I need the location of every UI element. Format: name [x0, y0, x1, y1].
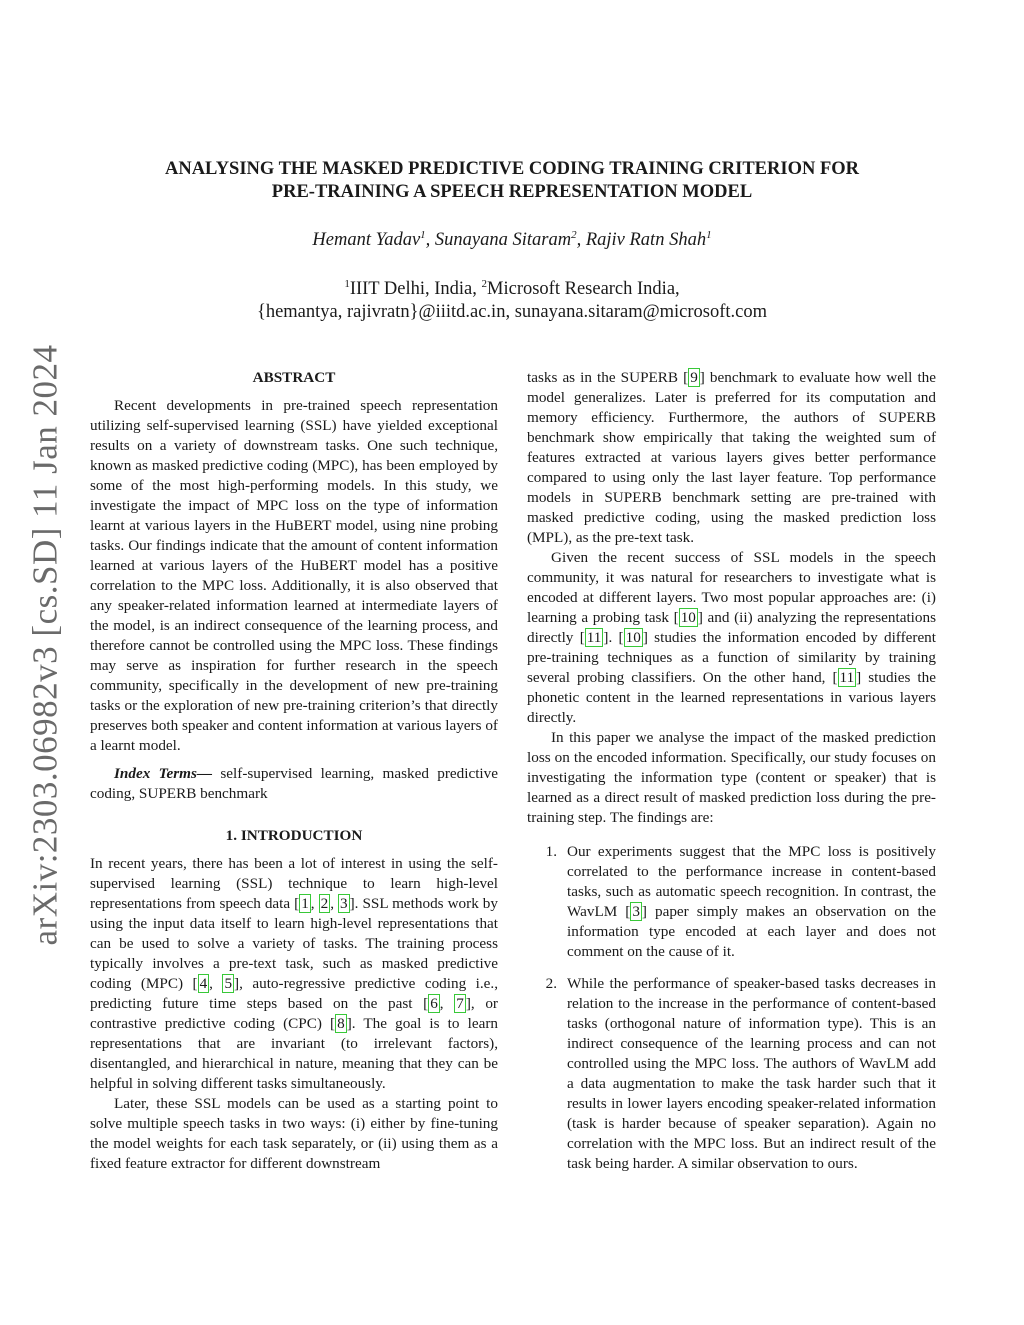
citation-link[interactable]: 6 [430, 995, 438, 1012]
citation-link[interactable]: 5 [224, 975, 233, 992]
citation-link[interactable]: 2 [320, 895, 329, 912]
text-run: ], auto-regressive predictive coding i.e., predicting future time steps based on the past [ [90, 975, 498, 1012]
text-run: ] paper simply makes an observation on the information type encoded at each layer and does not comment on the cause of it. [567, 903, 936, 960]
findings-list [527, 842, 936, 1174]
text-run: ]. The goal is to learn representations that are invariant (to irrelevant factors), disentangled, and hierarchical in nature, meaning that they can be helpful in solving different tasks simultaneously. [90, 1015, 498, 1092]
intro-paragraph-3 [527, 368, 936, 548]
text-run: ] studies the phonetic content in the learned representations in various layers directly. [527, 669, 936, 726]
intro-paragraph-2: Later, these SSL models can be used as a starting point to solve multiple speech tasks in two ways: (i) either by fine-tuning the model weights for each task separately, or (ii) using them as a fixed feature extractor for different downstream [90, 1095, 498, 1172]
citation-link[interactable]: 11 [586, 629, 602, 646]
index-terms-text: self-supervised learning, masked predictive coding, SUPERB benchmark [90, 765, 498, 802]
author-name: Sunayana Sitaram [434, 230, 572, 250]
intro-paragraph-4 [527, 548, 936, 728]
list-item-text: While the performance of speaker-based tasks decreases in relation to the increase in the performance of content-based tasks (orthogonal nature of information type). This is an indirect consequence of the learning process and can not controlled using the MPC loss. The authors of WavLM add a data augmentation to make the task harder such that it results in lower layers encoding speaker-related information (task is harder because of speaker separation). Again no correlation with the MPC loss. But an indirect result of the task being harder. A similar observation to ours. [567, 975, 936, 1172]
intro-heading: 1. INTRODUCTION [225, 827, 363, 844]
arxiv-identifier: arXiv:2303.06982v3 [cs.SD] 11 Jan 2024 [25, 344, 65, 946]
right-column [527, 368, 936, 1186]
author-separator: , [425, 230, 435, 250]
text-run: ] benchmark to evaluate how well the model generalizes. Later is preferred for its computation and memory efficiency. Furthermore, the authors of SUPERB benchmark show empirically that taking the weighted sum of features extracted at various layers gives better performance compared to using only the last layer feature. Top performance models in SUPERB benchmark setting are pre-trained with masked predictive coding, using the masked prediction loss (MPL), as the pre-text task. [527, 369, 936, 546]
author-name: Hemant Yadav [312, 230, 421, 250]
text-run: ] and (ii) analyzing the representations directly [ [527, 609, 936, 646]
text-run: ]. SSL methods work by using the input data itself to learn high-level representations that can be used to solve a variety of tasks. The training process typically involves a pre-text task, such as masked predictive coding (MPC) [ [90, 895, 498, 992]
affiliation-line [100, 278, 924, 301]
text-run: Given the recent success of SSL models in the speech community, it was natural for researchers to investigate what is encoded at different layers. Two most popular approaches are: (i) learning a probing task [ [527, 549, 936, 626]
citation-link[interactable]: 1 [301, 895, 309, 912]
paper-title [100, 158, 924, 204]
author-emails: {hemantya, rajivratn}@iiitd.ac.in, sunayana.sitaram@microsoft.com [256, 302, 768, 322]
author-affil-sup: 1 [706, 228, 712, 241]
title-line-2: PRE-TRAINING A SPEECH REPRESENTATION MODEL [271, 182, 753, 202]
affiliations [100, 278, 924, 324]
intro-paragraph-5: In this paper we analyse the impact of the masked prediction loss on the encoded information. Specifically, our study focuses on investigating the information type (content or speaker) that is learned as a direct result of masked prediction loss during the pre-training step. The findings are: [527, 729, 936, 826]
affil-sup-2: 2 [481, 277, 488, 290]
abstract-heading: ABSTRACT [252, 369, 336, 386]
author-name: Rajiv Ratn Shah [585, 230, 707, 250]
index-terms [90, 764, 498, 804]
title-line-1: ANALYSING THE MASKED PREDICTIVE CODING TRAINING CRITERION FOR [164, 159, 860, 179]
text-run: tasks as in the SUPERB [ [527, 369, 689, 386]
affil-org-1: IIIT Delhi, India, [349, 279, 482, 299]
text-run: ], or contrastive predictive coding (CPC) [ [90, 995, 498, 1032]
text-run: In recent years, there has been a lot of interest in using the self-supervised learning (SSL) technique to learn high-level representations from speech data [ [90, 855, 498, 912]
citation-link[interactable]: 11 [839, 669, 855, 686]
citation-link[interactable]: 3 [632, 903, 640, 920]
affil-org-2: Microsoft Research India, [487, 279, 680, 299]
abstract-text: Recent developments in pre-trained speech representation utilizing self-supervised learning (SSL) have yielded exceptional results on a variety of downstream tasks. One such technique, known as masked predictive coding (MPC), has been employed by some of the most high-performing models. In this study, we investigate the impact of MPC loss on the type of information learnt at various layers in the HuBERT model, using nine probing tasks. Our findings indicate that the amount of content information learned at various layers of the HuBERT model has a positive correlation to the MPC loss. Additionally, it is also observed that any speaker-related information learned at intermediate layers of the model, is an indirect consequence of the learning process, and therefore cannot be controlled using the MPC loss. These findings may serve as inspiration for further research in the speech community, specifically in the development of new pre-training tasks or the exploration of new pre-training criterion’s that directly preserves both speaker and content information at various layers of a learnt model. [90, 397, 498, 754]
author-affil-sup: 1 [420, 228, 426, 241]
citation-link[interactable]: 10 [625, 629, 641, 646]
citation-link[interactable]: 3 [340, 895, 348, 912]
list-item [527, 842, 936, 962]
list-item [527, 974, 936, 1174]
author-list [100, 230, 924, 251]
list-item-number: 2. [545, 975, 557, 992]
author-separator: , [576, 230, 586, 250]
list-item-number: 1. [545, 843, 557, 860]
text-run: Our experiments suggest that the MPC loss is positively correlated to the performance increase in content-based tasks, such as automatic speech recognition. In contrast, the WavLM [ [567, 843, 936, 920]
text-run: , [310, 895, 319, 912]
left-column [90, 368, 498, 1174]
citation-link[interactable]: 4 [199, 975, 208, 992]
citation-link[interactable]: 8 [337, 1015, 345, 1032]
intro-paragraph-1 [90, 854, 498, 1094]
citation-link[interactable]: 9 [690, 369, 698, 386]
citation-link[interactable]: 7 [456, 995, 464, 1012]
affil-sup-1: 1 [344, 277, 350, 290]
list-item-text [567, 842, 936, 962]
text-run: ]. [ [603, 629, 624, 646]
text-run: , [209, 975, 223, 992]
citation-link[interactable]: 10 [680, 609, 696, 626]
text-run: , [330, 895, 339, 912]
text-run: , [439, 995, 455, 1012]
arxiv-sidebar-stamp [18, 345, 72, 945]
text-run: ] studies the information encoded by different pre-training techniques as a function of similarity by training several probing classifiers. On the other hand, [ [527, 629, 936, 686]
author-affil-sup: 2 [571, 228, 577, 241]
index-terms-label: Index Terms— [114, 765, 213, 782]
